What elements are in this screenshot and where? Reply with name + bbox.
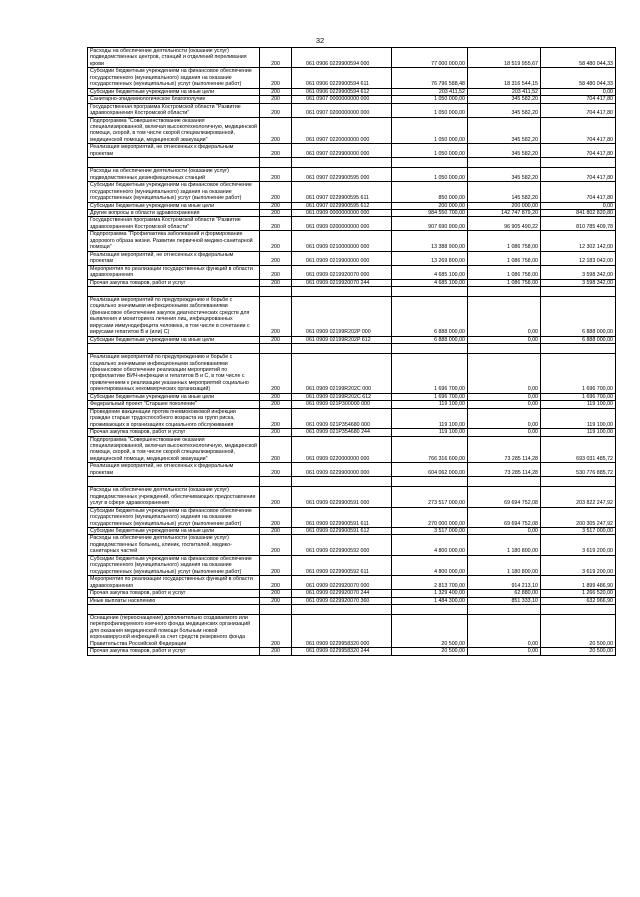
approved-amount-cell: 20 500,00 <box>392 648 468 655</box>
table-row <box>88 576 616 590</box>
approved-amount-cell: 119 100,00 <box>392 401 468 408</box>
table-row <box>88 279 616 286</box>
budget-line-code-cell: 200 <box>260 336 292 343</box>
executed-amount-cell: 345 582,20 <box>468 117 541 144</box>
executed-amount-cell: 69 694 752,08 <box>468 487 541 507</box>
executed-amount-cell: 62 880,00 <box>468 590 541 597</box>
approved-amount-cell: 6 888 000,00 <box>392 336 468 343</box>
executed-amount-cell <box>468 477 541 487</box>
approved-amount-cell: 1 050 000,00 <box>392 168 468 182</box>
executed-amount-cell: 1 086 758,00 <box>468 265 541 279</box>
expense-name-cell: Субсидии бюджетным учреждениям на иные цели <box>88 202 260 209</box>
classification-code-cell: 061 0909 0229900000 000 <box>292 463 392 477</box>
table-row <box>88 408 616 428</box>
expense-name-cell: Расходы на обеспечение деятельности (оказание услуг) подведомственных центров, станций и отделений переливания крови <box>88 48 260 68</box>
unexecuted-amount-cell: 12 183 042,00 <box>541 251 616 265</box>
budget-line-code-cell <box>260 344 292 354</box>
budget-line-code-cell: 200 <box>260 528 292 535</box>
approved-amount-cell: 4 685 100,00 <box>392 279 468 286</box>
executed-amount-cell: 0,00 <box>468 401 541 408</box>
classification-code-cell: 061 0909 0229920070 244 <box>292 590 392 597</box>
unexecuted-amount-cell: 704 417,80 <box>541 182 616 202</box>
approved-amount-cell <box>392 477 468 487</box>
classification-code-cell: 061 0909 0229920070 360 <box>292 597 392 604</box>
classification-code-cell: 061 0909 0200000000 000 <box>292 217 392 231</box>
approved-amount-cell: 1 050 000,00 <box>392 144 468 158</box>
executed-amount-cell: 1 180 800,00 <box>468 555 541 575</box>
unexecuted-amount-cell: 3 619 200,00 <box>541 535 616 555</box>
classification-code-cell: 061 0909 021P354680 000 <box>292 408 392 428</box>
budget-line-code-cell: 200 <box>260 88 292 95</box>
expense-name-cell: Мероприятия по реализации государственных функций в области здравоохранения <box>88 576 260 590</box>
expense-name-cell: Государственная программа Костромской области "Развитие здравоохранения Костромской области" <box>88 103 260 117</box>
executed-amount-cell <box>468 344 541 354</box>
unexecuted-amount-cell <box>541 604 616 614</box>
executed-amount-cell: 345 582,20 <box>468 168 541 182</box>
table-row <box>88 144 616 158</box>
unexecuted-amount-cell: 693 031 485,72 <box>541 436 616 463</box>
table-row <box>88 354 616 394</box>
table-row <box>88 344 616 354</box>
approved-amount-cell: 766 316 600,00 <box>392 436 468 463</box>
table-row <box>88 648 616 655</box>
expense-name-cell: Другие вопросы в области здравоохранения <box>88 209 260 216</box>
classification-code-cell: 061 0907 0200000000 000 <box>292 103 392 117</box>
unexecuted-amount-cell: 3 517 000,00 <box>541 528 616 535</box>
executed-amount-cell: 0,00 <box>468 408 541 428</box>
budget-line-code-cell: 200 <box>260 279 292 286</box>
executed-amount-cell: 0,00 <box>468 614 541 647</box>
classification-code-cell: 061 0909 0219920070 000 <box>292 265 392 279</box>
approved-amount-cell: 119 100,00 <box>392 408 468 428</box>
executed-amount-cell: 145 582,20 <box>468 182 541 202</box>
expense-name-cell: Мероприятия по реализации государственных функций в области здравоохранения <box>88 265 260 279</box>
expense-name-cell: Федеральный проект "Старшее поколение" <box>88 401 260 408</box>
expense-name-cell: Реализация мероприятий по предупреждению и борьбе с социально значимыми инфекционными заболеваниями (финансовое обеспечение реализации мероприятий по профилактике ВИЧ-инфекции и гепатитов В и С, в том числе с привлечением к реализации указанных мероприятий социально ориентированных некоммерческих организаций) <box>88 354 260 394</box>
expense-name-cell: Субсидии бюджетным учреждениям на финансовое обеспечение государственного (муниципального) задания на оказание государственных (муниципальных) услуг (выполнение работ) <box>88 555 260 575</box>
expense-name-cell: Реализация мероприятий по предупреждению и борьбе с социально значимыми инфекционными заболеваниями (финансовое обеспечение закупок диагностических средств для выявления и мониторинга лечения лиц, инфицированных вирусами иммунодефицита человека, в том числе в сочетании с вирусами гепатитов В и (или) С) <box>88 296 260 336</box>
expense-name-cell: Реализация мероприятий, не отнесенных к федеральным проектам <box>88 463 260 477</box>
budget-line-code-cell: 200 <box>260 436 292 463</box>
table-row <box>88 48 616 68</box>
executed-amount-cell: 73 285 114,28 <box>468 463 541 477</box>
executed-amount-cell: 345 582,20 <box>468 103 541 117</box>
executed-amount-cell: 0,00 <box>468 296 541 336</box>
executed-amount-cell: 18 316 544,15 <box>468 68 541 88</box>
executed-amount-cell: 0,00 <box>468 393 541 400</box>
executed-amount-cell: 1 180 800,00 <box>468 535 541 555</box>
approved-amount-cell <box>392 604 468 614</box>
unexecuted-amount-cell <box>541 158 616 168</box>
classification-code-cell: 061 0909 02199R202С 000 <box>292 354 392 394</box>
approved-amount-cell: 270 000 000,00 <box>392 507 468 527</box>
approved-amount-cell: 13 388 900,00 <box>392 231 468 251</box>
unexecuted-amount-cell: 3 619 200,00 <box>541 555 616 575</box>
classification-code-cell: 061 0909 0229920070 000 <box>292 576 392 590</box>
classification-code-cell: 061 0909 02199R202P 000 <box>292 296 392 336</box>
classification-code-cell: 061 0909 021P354680 244 <box>292 429 392 436</box>
classification-code-cell: 061 0907 0000000000 000 <box>292 96 392 103</box>
classification-code-cell: 061 0909 0229900592 611 <box>292 555 392 575</box>
unexecuted-amount-cell: 58 480 044,33 <box>541 68 616 88</box>
table-row <box>88 528 616 535</box>
budget-line-code-cell: 200 <box>260 209 292 216</box>
expense-name-cell: Подпрограмма "Совершенствование оказания специализированной, включая высокотехнологичную, медицинской помощи, скорой, в том числе скорой специализированной, медицинской помощи, медицинской эвакуации" <box>88 117 260 144</box>
executed-amount-cell <box>468 286 541 296</box>
executed-amount-cell: 142 747 879,20 <box>468 209 541 216</box>
unexecuted-amount-cell: 20 500,00 <box>541 614 616 647</box>
budget-line-code-cell <box>260 477 292 487</box>
expense-name-cell: Прочая закупка товаров, работ и услуг <box>88 429 260 436</box>
budget-line-code-cell: 200 <box>260 463 292 477</box>
table-row <box>88 209 616 216</box>
expense-name-cell: Подпрограмма "Профилактика заболеваний и формирование здорового образа жизни. Развитие первичной медико-санитарной помощи" <box>88 231 260 251</box>
classification-code-cell: 061 0906 0229900594 000 <box>292 48 392 68</box>
unexecuted-amount-cell <box>541 286 616 296</box>
expense-name-cell: Государственная программа Костромской области "Развитие здравоохранения Костромской области" <box>88 217 260 231</box>
budget-line-code-cell: 200 <box>260 144 292 158</box>
approved-amount-cell: 4 800 000,00 <box>392 535 468 555</box>
unexecuted-amount-cell: 12 302 142,00 <box>541 231 616 251</box>
unexecuted-amount-cell: 810 785 409,78 <box>541 217 616 231</box>
unexecuted-amount-cell: 1 266 520,00 <box>541 590 616 597</box>
expense-name-cell: Санитарно-эпидемиологическое благополучие <box>88 96 260 103</box>
executed-amount-cell: 1 086 758,00 <box>468 251 541 265</box>
budget-line-code-cell: 200 <box>260 429 292 436</box>
unexecuted-amount-cell: 1 696 700,00 <box>541 354 616 394</box>
budget-line-code-cell <box>260 286 292 296</box>
classification-code-cell <box>292 158 392 168</box>
classification-code-cell: 061 0907 0229900000 000 <box>292 144 392 158</box>
table-row <box>88 604 616 614</box>
classification-code-cell: 061 0907 0220000000 000 <box>292 117 392 144</box>
unexecuted-amount-cell: 632 966,90 <box>541 597 616 604</box>
executed-amount-cell: 73 285 114,28 <box>468 436 541 463</box>
executed-amount-cell: 96 905 490,22 <box>468 217 541 231</box>
executed-amount-cell: 851 333,10 <box>468 597 541 604</box>
unexecuted-amount-cell: 3 598 342,00 <box>541 279 616 286</box>
classification-code-cell: 061 0906 0229900594 612 <box>292 88 392 95</box>
classification-code-cell <box>292 286 392 296</box>
expense-name-cell: Иные выплаты населению <box>88 597 260 604</box>
approved-amount-cell: 4 800 000,00 <box>392 555 468 575</box>
executed-amount-cell: 1 086 758,00 <box>468 279 541 286</box>
table-row <box>88 296 616 336</box>
executed-amount-cell: 203 411,52 <box>468 88 541 95</box>
budget-line-code-cell: 200 <box>260 354 292 394</box>
classification-code-cell: 061 0909 0229900591 000 <box>292 487 392 507</box>
unexecuted-amount-cell: 704 417,80 <box>541 144 616 158</box>
executed-amount-cell: 914 213,10 <box>468 576 541 590</box>
unexecuted-amount-cell: 704 417,80 <box>541 168 616 182</box>
unexecuted-amount-cell: 704 417,80 <box>541 103 616 117</box>
table-row <box>88 182 616 202</box>
table-row <box>88 68 616 88</box>
executed-amount-cell: 345 582,20 <box>468 144 541 158</box>
approved-amount-cell: 907 690 900,00 <box>392 217 468 231</box>
classification-code-cell: 061 0909 021P300000 000 <box>292 401 392 408</box>
unexecuted-amount-cell: 1 899 486,90 <box>541 576 616 590</box>
unexecuted-amount-cell <box>541 477 616 487</box>
table-row <box>88 88 616 95</box>
classification-code-cell: 061 0907 0229900595 612 <box>292 202 392 209</box>
unexecuted-amount-cell: 530 776 885,72 <box>541 463 616 477</box>
budget-line-code-cell: 200 <box>260 231 292 251</box>
expense-name-cell: Подпрограмма "Совершенствование оказания специализированной, включая высокотехнологичную, медицинской помощи, скорой, в том числе скорой специализированной, медицинской помощи, медицинской эвакуации" <box>88 436 260 463</box>
table-row <box>88 487 616 507</box>
expense-name-cell: Субсидии бюджетным учреждениям на финансовое обеспечение государственного (муниципального) задания на оказание государственных (муниципальных) услуг (выполнение работ) <box>88 507 260 527</box>
expense-name-cell <box>88 286 260 296</box>
budget-line-code-cell: 200 <box>260 117 292 144</box>
executed-amount-cell: 0,00 <box>468 648 541 655</box>
approved-amount-cell: 604 062 000,00 <box>392 463 468 477</box>
budget-line-code-cell: 200 <box>260 597 292 604</box>
classification-code-cell: 061 0909 0229900591 612 <box>292 528 392 535</box>
budget-line-code-cell: 200 <box>260 507 292 527</box>
table-row <box>88 117 616 144</box>
table-row <box>88 202 616 209</box>
table-row <box>88 393 616 400</box>
classification-code-cell: 061 0909 02199R202С 612 <box>292 393 392 400</box>
expense-name-cell <box>88 344 260 354</box>
executed-amount-cell: 0,00 <box>468 336 541 343</box>
executed-amount-cell: 69 694 752,08 <box>468 507 541 527</box>
executed-amount-cell <box>468 604 541 614</box>
table-row <box>88 103 616 117</box>
expense-name-cell: Прочая закупка товаров, работ и услуг <box>88 648 260 655</box>
budget-line-code-cell: 200 <box>260 535 292 555</box>
expense-name-cell: Субсидии бюджетным учреждениям на финансовое обеспечение государственного (муниципального) задания на оказание государственных (муниципальных) услуг (выполнение работ) <box>88 68 260 88</box>
unexecuted-amount-cell: 704 417,80 <box>541 117 616 144</box>
approved-amount-cell: 850 000,00 <box>392 182 468 202</box>
budget-line-code-cell: 200 <box>260 103 292 117</box>
budget-line-code-cell: 200 <box>260 202 292 209</box>
table-row <box>88 535 616 555</box>
budget-line-code-cell: 200 <box>260 296 292 336</box>
unexecuted-amount-cell: 20 500,00 <box>541 648 616 655</box>
classification-code-cell: 061 0909 0229900591 611 <box>292 507 392 527</box>
budget-execution-table <box>87 47 616 656</box>
approved-amount-cell: 20 500,00 <box>392 614 468 647</box>
executed-amount-cell: 18 519 955,67 <box>468 48 541 68</box>
table-row <box>88 336 616 343</box>
expense-name-cell <box>88 477 260 487</box>
executed-amount-cell: 0,00 <box>468 528 541 535</box>
unexecuted-amount-cell: 841 802 820,80 <box>541 209 616 216</box>
expense-name-cell <box>88 158 260 168</box>
expense-name-cell: Проведение вакцинации против пневмококковой инфекции граждан старше трудоспособного возраста из групп риска, проживающих в организациях социального обслуживания <box>88 408 260 428</box>
unexecuted-amount-cell: 119 100,00 <box>541 429 616 436</box>
table-row <box>88 286 616 296</box>
budget-line-code-cell: 200 <box>260 590 292 597</box>
budget-line-code-cell: 200 <box>260 217 292 231</box>
expense-name-cell: Расходы на обеспечение деятельности (оказание услуг) подведомственных дезинфекционных станций <box>88 168 260 182</box>
expense-name-cell <box>88 604 260 614</box>
approved-amount-cell: 13 269 800,00 <box>392 251 468 265</box>
unexecuted-amount-cell: 200 305 247,92 <box>541 507 616 527</box>
executed-amount-cell: 345 582,20 <box>468 96 541 103</box>
approved-amount-cell <box>392 286 468 296</box>
table-row <box>88 217 616 231</box>
expense-name-cell: Расходы на обеспечение деятельности (оказание услуг) подведомственных учреждений, обеспечивающих предоставление услуг в сфере здравоохранения <box>88 487 260 507</box>
budget-line-code-cell: 200 <box>260 68 292 88</box>
budget-line-code-cell: 200 <box>260 408 292 428</box>
table-row <box>88 463 616 477</box>
unexecuted-amount-cell: 6 888 000,00 <box>541 296 616 336</box>
classification-code-cell <box>292 604 392 614</box>
budget-line-code-cell <box>260 604 292 614</box>
table-body <box>88 48 616 656</box>
approved-amount-cell: 1 696 700,00 <box>392 393 468 400</box>
approved-amount-cell: 4 685 100,00 <box>392 265 468 279</box>
approved-amount-cell: 119 100,00 <box>392 429 468 436</box>
budget-line-code-cell: 200 <box>260 48 292 68</box>
executed-amount-cell: 0,00 <box>468 354 541 394</box>
unexecuted-amount-cell: 119 100,00 <box>541 408 616 428</box>
approved-amount-cell: 1 050 000,00 <box>392 103 468 117</box>
classification-code-cell: 061 0909 0219920070 244 <box>292 279 392 286</box>
expense-name-cell: Субсидии бюджетным учреждениям на иные цели <box>88 88 260 95</box>
unexecuted-amount-cell: 6 888 000,00 <box>541 336 616 343</box>
budget-line-code-cell: 200 <box>260 251 292 265</box>
expense-name-cell: Субсидии бюджетным учреждениям на иные цели <box>88 528 260 535</box>
table-row <box>88 555 616 575</box>
classification-code-cell: 061 0909 0210000000 000 <box>292 231 392 251</box>
approved-amount-cell: 1 050 000,00 <box>392 96 468 103</box>
classification-code-cell: 061 0909 02199R202P 612 <box>292 336 392 343</box>
table-row <box>88 597 616 604</box>
table-row <box>88 614 616 647</box>
expense-name-cell: Реализация мероприятий, не отнесенных к федеральным проектам <box>88 144 260 158</box>
table-row <box>88 251 616 265</box>
classification-code-cell: 061 0909 0219900000 000 <box>292 251 392 265</box>
table-row <box>88 477 616 487</box>
approved-amount-cell: 200 000,00 <box>392 202 468 209</box>
budget-line-code-cell: 200 <box>260 576 292 590</box>
budget-line-code-cell: 200 <box>260 401 292 408</box>
classification-code-cell: 061 0909 0229958320 000 <box>292 614 392 647</box>
table-row <box>88 96 616 103</box>
table-row <box>88 231 616 251</box>
unexecuted-amount-cell: 58 480 044,33 <box>541 48 616 68</box>
expense-name-cell: Расходы на обеспечение деятельности (оказание услуг) подведомственных больниц, клиник, госпиталей, медико-санитарных частей <box>88 535 260 555</box>
expense-name-cell: Прочая закупка товаров, работ и услуг <box>88 279 260 286</box>
approved-amount-cell: 984 550 700,00 <box>392 209 468 216</box>
approved-amount-cell <box>392 158 468 168</box>
budget-line-code-cell <box>260 158 292 168</box>
classification-code-cell: 061 0909 0229958320 244 <box>292 648 392 655</box>
unexecuted-amount-cell: 704 417,80 <box>541 96 616 103</box>
classification-code-cell <box>292 477 392 487</box>
classification-code-cell: 061 0906 0229900594 611 <box>292 68 392 88</box>
expense-name-cell: Субсидии бюджетным учреждениям на финансовое обеспечение государственного (муниципального) задания на оказание государственных (муниципальных) услуг (выполнение работ) <box>88 182 260 202</box>
expense-name-cell: Оснащение (переоснащение) дополнительно создаваемого или перепрофилируемого коечного фонда медицинских организаций для оказания медицинской помощи больным новой коронавирусной инфекцией за счет средств резервного фонда Правительства Российской Федерации <box>88 614 260 647</box>
classification-code-cell: 061 0909 0000000000 000 <box>292 209 392 216</box>
unexecuted-amount-cell: 119 100,00 <box>541 401 616 408</box>
approved-amount-cell: 1 484 300,00 <box>392 597 468 604</box>
unexecuted-amount-cell: 3 598 342,00 <box>541 265 616 279</box>
classification-code-cell: 061 0909 0229900592 000 <box>292 535 392 555</box>
unexecuted-amount-cell <box>541 344 616 354</box>
approved-amount-cell: 203 411,52 <box>392 88 468 95</box>
unexecuted-amount-cell: 0,00 <box>541 88 616 95</box>
executed-amount-cell: 1 086 758,00 <box>468 231 541 251</box>
approved-amount-cell: 1 696 700,00 <box>392 354 468 394</box>
table-row <box>88 436 616 463</box>
budget-line-code-cell: 200 <box>260 168 292 182</box>
classification-code-cell <box>292 344 392 354</box>
approved-amount-cell <box>392 344 468 354</box>
approved-amount-cell: 3 517 000,00 <box>392 528 468 535</box>
table-row <box>88 429 616 436</box>
table-row <box>88 158 616 168</box>
expense-name-cell: Прочая закупка товаров, работ и услуг <box>88 590 260 597</box>
table-row <box>88 507 616 527</box>
expense-name-cell: Субсидии бюджетным учреждениям на иные цели <box>88 393 260 400</box>
approved-amount-cell: 1 050 000,00 <box>392 117 468 144</box>
unexecuted-amount-cell: 0,00 <box>541 202 616 209</box>
expense-name-cell: Реализация мероприятий, не отнесенных к федеральным проектам <box>88 251 260 265</box>
classification-code-cell: 061 0909 0220000000 000 <box>292 436 392 463</box>
approved-amount-cell: 77 000 000,00 <box>392 48 468 68</box>
executed-amount-cell: 0,00 <box>468 429 541 436</box>
table-row <box>88 265 616 279</box>
approved-amount-cell: 1 329 400,00 <box>392 590 468 597</box>
classification-code-cell: 061 0907 0229900595 611 <box>292 182 392 202</box>
budget-line-code-cell: 200 <box>260 614 292 647</box>
table-row <box>88 168 616 182</box>
executed-amount-cell <box>468 158 541 168</box>
table-row <box>88 590 616 597</box>
approved-amount-cell: 2 813 700,00 <box>392 576 468 590</box>
budget-line-code-cell: 200 <box>260 393 292 400</box>
budget-line-code-cell: 200 <box>260 265 292 279</box>
table-row <box>88 401 616 408</box>
expense-name-cell: Субсидии бюджетным учреждениям на иные цели <box>88 336 260 343</box>
budget-line-code-cell: 200 <box>260 555 292 575</box>
budget-line-code-cell: 200 <box>260 487 292 507</box>
unexecuted-amount-cell: 203 822 247,92 <box>541 487 616 507</box>
budget-line-code-cell: 200 <box>260 96 292 103</box>
classification-code-cell: 061 0907 0229900595 000 <box>292 168 392 182</box>
approved-amount-cell: 76 796 588,48 <box>392 68 468 88</box>
budget-line-code-cell: 200 <box>260 648 292 655</box>
executed-amount-cell: 200 000,00 <box>468 202 541 209</box>
approved-amount-cell: 6 888 000,00 <box>392 296 468 336</box>
unexecuted-amount-cell: 1 696 700,00 <box>541 393 616 400</box>
budget-line-code-cell: 200 <box>260 182 292 202</box>
approved-amount-cell: 273 517 000,00 <box>392 487 468 507</box>
page-number: 32 <box>315 36 325 45</box>
